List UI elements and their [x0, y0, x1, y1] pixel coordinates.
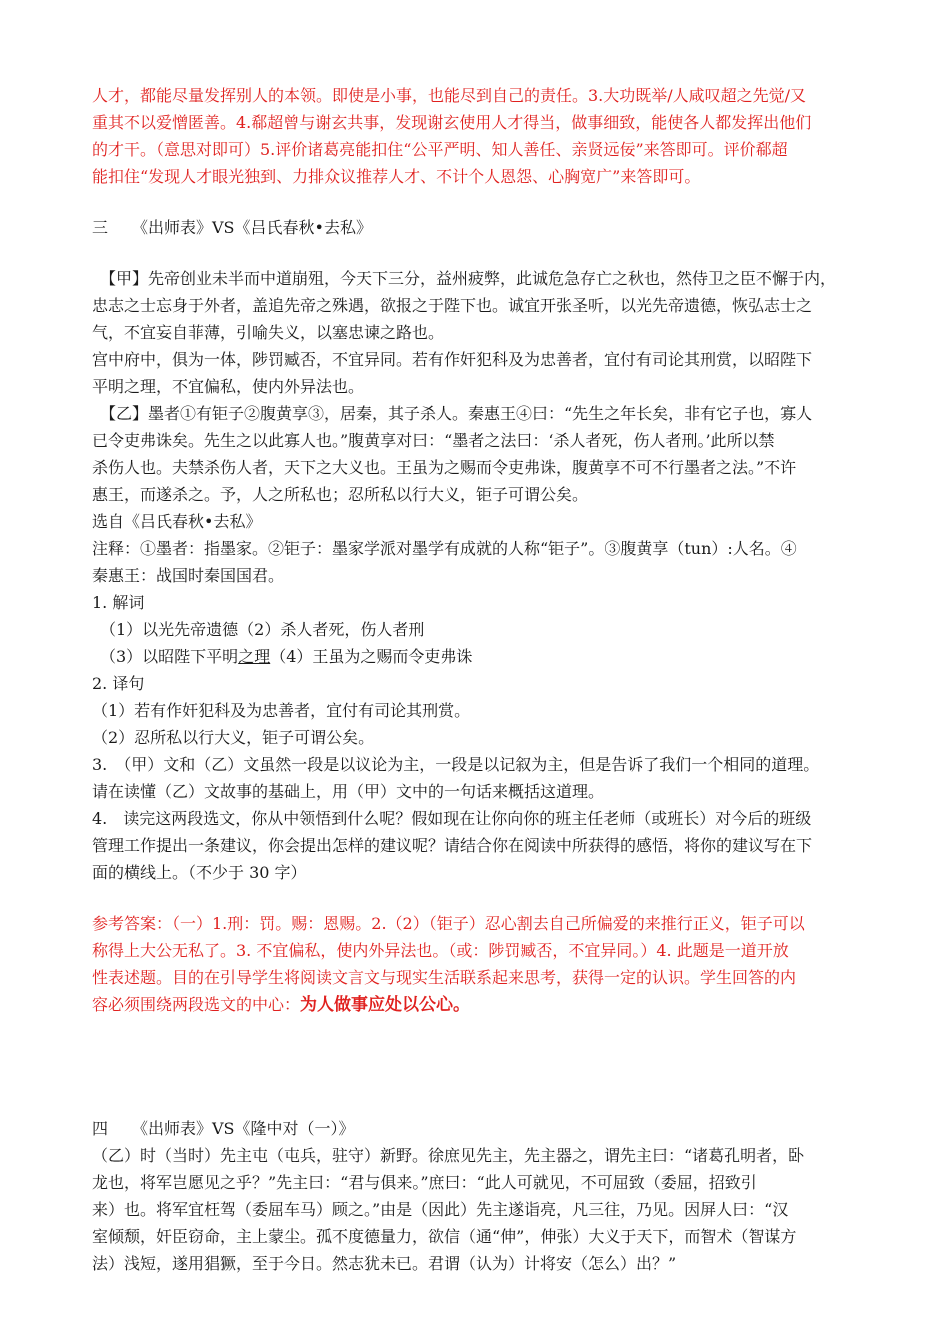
- answer-section-two: [92, 82, 878, 190]
- underlined-word: 之理: [238, 647, 271, 666]
- question-text: （3）以昭陛下平明: [100, 647, 239, 666]
- question-title: 2. 译句: [92, 674, 145, 693]
- passage-line: 忠志之士忘身于外者，盖追先帝之殊遇，欲报之于陛下也。诚宜开张圣听，以光先帝遗德，恢弘志士之: [92, 296, 813, 315]
- passage-line: （乙）时（当时）先主屯（屯兵，驻守）新野。徐庶见先主，先主器之，谓先主曰：“诸葛孔明者，卧: [92, 1146, 805, 1165]
- answer-line: 称得上大公无私了。3. 不宜偏私，使内外异法也。（或：陟罚臧否，不宜异同。）4. 此题是一道开放: [92, 941, 789, 960]
- passage-source: 选自《吕氏春秋•去私》: [92, 512, 262, 531]
- passage-line: 宫中府中，俱为一体，陟罚臧否，不宜异同。若有作奸犯科及为忠善者，宜付有司论其刑赏，以昭陛下: [92, 350, 813, 369]
- question-4: [92, 805, 878, 886]
- passage-line: 杀伤人也。夫禁杀伤人者，天下之大义也。王虽为之赐而令吏弗诛，腹黄享不可不行墨者之法。”不许: [92, 458, 797, 477]
- answer-line: 人才，都能尽量发挥别人的本领。即使是小事，也能尽到自己的责任。3.大功既举/人咸叹超之先觉/又: [92, 86, 807, 105]
- passage-line: 平明之理，不宜偏私，使内外异法也。: [92, 377, 365, 396]
- passage-line: 室倾颓，奸臣窃命，主上蒙尘。孤不度德量力，欲信（通“伸”，伸张）大义于天下，而智术（智谋方: [92, 1227, 797, 1246]
- question-line: 3. （甲）文和（乙）文虽然一段是以议论为主，一段是以记叙为主，但是告诉了我们一个相同的道理。: [92, 755, 820, 774]
- section-four-heading: 四 《出师表》VS《隆中对（一）》: [92, 1119, 355, 1138]
- document-page: [92, 82, 878, 1277]
- question-item: （1）若有作奸犯科及为忠善者，宜付有司论其刑赏。: [92, 701, 471, 720]
- answer-line: 的才干。（意思对即可）5.评价诸葛亮能扣住“公平严明、知人善任、亲贤远佞”来答即可。评价郗超: [92, 140, 788, 159]
- answer-line: 性表述题。目的在引导学生将阅读文言文与现实生活联系起来思考，获得一定的认识。学生回答的内: [92, 968, 797, 987]
- annotation-line: 注释：①墨者：指墨家。②钜子：墨家学派对墨学有成就的人称“钜子”。③腹黄享（tun）:人名。④: [92, 539, 797, 558]
- answer-line: 参考答案：（一）1.刑：罚。赐：恩赐。2.（2）（钜子）忍心割去自己所偏爱的来推行正义，钜子可以: [92, 914, 805, 933]
- question-line: 请在读懂（乙）文故事的基础上，用（甲）文中的一句话来概括这道理。: [92, 782, 605, 801]
- passage-line: 已令吏弗诛矣。先生之以此寡人也。”腹黄享对曰：“墨者之法曰：‘杀人者死，伤人者刑。’此所以禁: [92, 431, 775, 450]
- answer-line: 重其不以爱憎匿善。4.郗超曾与谢玄共事，发现谢玄使用人才得当，做事细致，能使各人都发挥出他们: [92, 113, 812, 132]
- question-3: [92, 751, 878, 805]
- question-1: [92, 589, 878, 670]
- passage-line: 【甲】先帝创业未半而中道崩殂，今天下三分，益州疲弊，此诚危急存亡之秋也，然侍卫之臣不懈于内，: [100, 269, 837, 288]
- answer-text: 容必须围绕两段选文的中心：: [92, 995, 301, 1014]
- question-text: （4）王虽为之赐而令吏弗诛: [270, 647, 473, 666]
- passage-line: 惠王，而遂杀之。予，人之所私也；忍所私以行大义，钜子可谓公矣。: [92, 485, 589, 504]
- annotation-line: 秦惠王：战国时秦国国君。: [92, 566, 285, 585]
- passage-jia: [92, 265, 878, 400]
- passage-yi: [92, 400, 878, 508]
- answer-line: [92, 991, 878, 1019]
- answer-line: 能扣住“发现人才眼光独到、力排众议推荐人才、不计个人恩怨、心胸宽广”来答即可。: [92, 167, 701, 186]
- annotations: [92, 535, 878, 589]
- question-title: 1. 解词: [92, 593, 145, 612]
- passage-section-four: [92, 1142, 878, 1277]
- question-line: 管理工作提出一条建议，你会提出怎样的建议呢？请结合你在阅读中所获得的感悟，将你的建议写在下: [92, 836, 813, 855]
- passage-line: 龙也，将军岂愿见之乎？”先主曰：“君与俱来。”庶曰：“此人可就见，不可屈致（委屈，招致引: [92, 1173, 757, 1192]
- question-item: （1）以光先帝遗德（2）杀人者死，伤人者刑: [100, 620, 425, 639]
- question-2: [92, 670, 878, 751]
- passage-line: 【乙】墨者①有钜子②腹黄享③，居秦，其子杀人。秦惠王④曰：“先生之年长矣，非有它子也，寡人: [100, 404, 813, 423]
- passage-line: 来）也。将军宜枉驾（委屈车马）顾之。”由是（因此）先主遂诣亮，凡三往，乃见。因屏人曰：“汉: [92, 1200, 789, 1219]
- passage-line: 气，不宜妄自菲薄，引喻失义，以塞忠谏之路也。: [92, 323, 445, 342]
- question-item: [92, 643, 878, 670]
- answer-section-three: [92, 910, 878, 1019]
- answer-emphasis: 为人做事应处以公心。: [300, 995, 471, 1015]
- section-three-heading: 三 《出师表》VS《吕氏春秋•去私》: [92, 218, 372, 237]
- passage-line: 法）浅短，遂用猖獗，至于今日。然志犹未已。君谓（认为）计将安（怎么）出？”: [92, 1254, 677, 1273]
- question-line: 4. 读完这两段选文，你从中领悟到什么呢？假如现在让你向你的班主任老师（或班长）对今后的班级: [92, 809, 812, 828]
- question-item: （2）忍所私以行大义，钜子可谓公矣。: [92, 728, 375, 747]
- question-line: 面的横线上。（不少于 30 字）: [92, 863, 307, 882]
